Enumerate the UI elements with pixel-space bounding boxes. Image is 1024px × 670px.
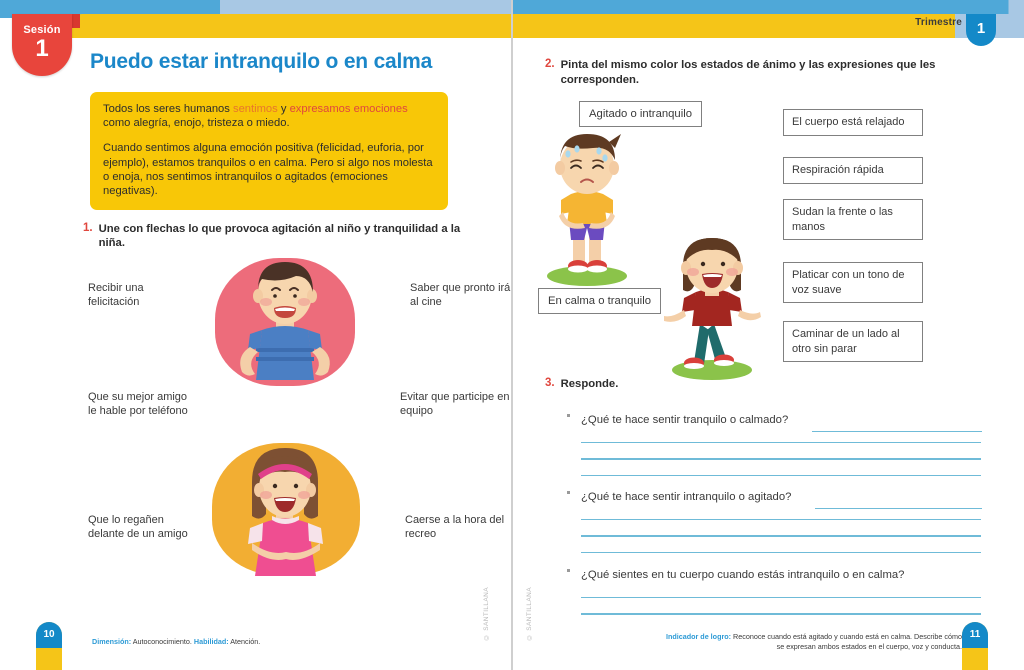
happy-girl-illustration [208, 440, 363, 580]
exercise-3-text: Responde. [560, 378, 619, 390]
info-box [90, 92, 448, 210]
trimestre-badge: 1 [966, 14, 996, 46]
page-number-right-value: 11 [962, 622, 988, 648]
session-badge-number: 1 [35, 35, 49, 62]
top-yellow-bar-right [512, 14, 955, 38]
option-right-2[interactable]: Evitar que participe en equipo [400, 391, 510, 417]
footer-right-key: Indicador de logro: [665, 632, 732, 641]
exercise-1-text: Une con flechas lo que provoca agitación al niño y tranquilidad a la niña. [98, 223, 461, 249]
option-left-1[interactable]: Recibir una felicitación [88, 282, 144, 308]
answer-line-1b[interactable] [581, 442, 981, 443]
info-highlight-expresamos: expresamos emociones [289, 103, 408, 115]
response-question-1: ¿Qué te hace sentir tranquilo o calmado? [581, 414, 789, 426]
info-text-1b: y [277, 103, 290, 115]
expression-box-1[interactable]: El cuerpo está relajado [783, 109, 923, 136]
answer-line-2a[interactable] [815, 508, 982, 509]
option-right-3[interactable]: Caerse a la hora del recreo [405, 514, 505, 540]
info-paragraph-2: Cuando sentimos alguna emoción positiva (felicidad, euforia, por ejemplo), estamos tranquilos o en calma. Pero si algo nos molesta o enoja, nos sentimos intranquilos o agitados (emociones negativas). [103, 142, 433, 198]
response-item-3 [567, 565, 987, 615]
bullet-icon [567, 414, 570, 417]
answer-line-1a[interactable] [812, 431, 982, 432]
bullet-icon [567, 491, 570, 494]
page-gutter [511, 0, 513, 670]
right-page [512, 0, 1024, 670]
exercise-1 [83, 222, 483, 250]
expression-box-3[interactable]: Sudan la frente o las manos [783, 199, 923, 240]
page-number-right [962, 622, 988, 670]
category-box-calma[interactable]: En calma o tranquilo [538, 288, 661, 314]
option-left-2[interactable]: Que su mejor amigo le hable por teléfono [88, 391, 188, 417]
copyright-left: © SANTILLANA [483, 586, 490, 640]
exercise-1-number: 1. [83, 222, 93, 234]
footer-left-key-2: Habilidad: [193, 637, 229, 646]
session-badge-word: Sesión [23, 24, 61, 36]
top-yellow-bar [70, 14, 512, 38]
exercise-3-number: 3. [545, 377, 555, 389]
agitated-boy-illustration [527, 128, 647, 288]
footer-left-value-2: Atención. [230, 637, 261, 646]
footer-left-value-1: Autoconocimiento. [132, 637, 192, 646]
answer-line-3a[interactable] [581, 597, 981, 598]
exercise-2 [545, 58, 965, 87]
session-badge [12, 14, 72, 76]
exercise-2-number: 2. [545, 58, 555, 70]
response-question-2: ¿Qué te hace sentir intranquilo o agitado? [581, 491, 792, 503]
answer-line-2c[interactable] [581, 535, 981, 536]
answer-line-1d[interactable] [581, 475, 981, 476]
footer-right-value: Reconoce cuando está agitado y cuando está en calma. Describe cómo se expresan ambos estados en el cuerpo, voz y conducta. [733, 632, 962, 651]
answer-line-2b[interactable] [581, 519, 981, 520]
expression-box-4[interactable]: Platicar con un tono de voz suave [783, 262, 923, 303]
info-paragraph-1 [103, 102, 435, 130]
response-question-3: ¿Qué sientes en tu cuerpo cuando estás intranquilo o en calma? [581, 569, 905, 581]
page-number-left-value: 10 [36, 622, 62, 648]
copyright-right: © SANTILLANA [526, 586, 533, 640]
page-number-left [36, 622, 62, 670]
answer-line-2d[interactable] [581, 552, 981, 553]
info-text-1a: Todos los seres humanos [103, 103, 233, 115]
info-highlight-sentimos: sentimos [232, 103, 278, 115]
exercise-2-text: Pinta del mismo color los estados de ánimo y las expresiones que les corresponden. [560, 59, 936, 86]
expression-box-2[interactable]: Respiración rápida [783, 157, 923, 184]
option-left-3[interactable]: Que lo regañen delante de un amigo [88, 514, 188, 540]
footer-left-key-1: Dimensión: [92, 637, 132, 646]
answer-line-1c[interactable] [581, 458, 981, 459]
expression-box-5[interactable]: Caminar de un lado al otro sin parar [783, 321, 923, 362]
option-right-1[interactable]: Saber que pronto irá al cine [410, 282, 511, 308]
category-box-agitado[interactable]: Agitado o intranquilo [579, 101, 702, 127]
response-item-2 [567, 487, 987, 553]
exercise-3 [545, 377, 618, 392]
footer-left [92, 637, 260, 646]
footer-right [662, 632, 962, 652]
page-title: Puedo estar intranquilo o en calma [90, 50, 433, 73]
response-item-1 [567, 410, 987, 476]
trimestre-label: Trimestre [915, 17, 962, 28]
calm-girl-illustration [652, 232, 772, 382]
angry-boy-illustration [210, 252, 360, 387]
info-text-1c: como alegría, enojo, tristeza o miedo. [103, 117, 290, 130]
bullet-icon [567, 569, 570, 572]
answer-line-3b[interactable] [581, 613, 981, 614]
